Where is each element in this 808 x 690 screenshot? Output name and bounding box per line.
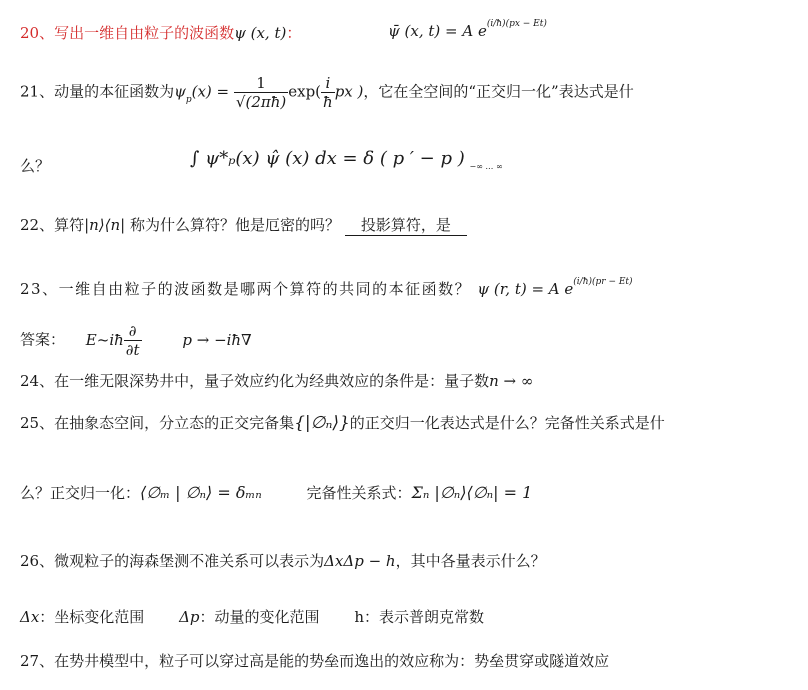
q20-line [20, 22, 301, 43]
q25b-ortho: ⟨∅ₘ | ∅ₙ⟩ = δₘₙ [140, 483, 262, 502]
q26a-dx: Δx [20, 608, 40, 626]
q20-exponent: (i/ħ)(px − Et) [486, 19, 547, 29]
q23-exp: (i/ħ)(pr − Et) [573, 277, 633, 287]
q26-label: 26、微观粒子的海森堡测不准关系可以表示为 [20, 552, 325, 570]
q21-px: px ) [334, 82, 364, 101]
q22-answer: 投影算符，是 [345, 216, 467, 236]
q20-colon: ： [286, 24, 302, 42]
q27-line [20, 650, 609, 671]
q26a-line [20, 606, 484, 627]
q23a-frac: $\frac{\partial}{\partial t}$ [125, 322, 140, 359]
q25-text: 的正交归一化表达式是什么？完备性关系式是什 [349, 414, 665, 432]
q23a-line [20, 322, 252, 359]
q23a-label: 答案： [20, 330, 66, 349]
q22-operator: |n⟩⟨n| [84, 216, 126, 234]
q21-arg: (x) = [191, 82, 230, 101]
q24-label: 24、在一维无限深势井中，量子效应约化为经典效应的条件是：量子数 [20, 372, 490, 390]
q21-fraction: $\frac{1}{√(2\pi ħ)}$ [235, 74, 287, 111]
q26a-h: h：表示普朗克常数 [354, 608, 484, 626]
q25b-label: 么？正交归一化： [20, 484, 141, 502]
q21-ifrac: $\frac{i}{ħ}$ [323, 74, 333, 111]
q26a-dx-text: ：坐标变化范围 [39, 608, 145, 626]
q21b-answer [190, 148, 503, 169]
q21-line [20, 74, 634, 111]
q21-text: ，它在全空间的“正交归一化”表达式是什 [363, 82, 634, 101]
q21-label: 21、动量的本征函数为 [20, 82, 175, 101]
q25-line [20, 412, 665, 433]
q27-label: 27、在势井模型中，粒子可以穿过高是能的势垒而逸出的效应称为：势垒贯穿或隧道效应 [20, 652, 610, 670]
q21-psi: ψ [174, 82, 186, 101]
q23-line [20, 278, 633, 299]
q21b-limits: −∞ … ∞ [469, 162, 503, 171]
q23-psi: ψ (r, t) = A e [477, 280, 574, 298]
q25-label: 25、在抽象态空间，分立态的正交完备集 [20, 414, 295, 432]
q21-sub: p [185, 94, 192, 105]
q22-text: 称为什么算符？他是厄密的吗？ [130, 216, 341, 234]
q26-line [20, 550, 546, 571]
q23a-e: E~iħ [85, 330, 124, 349]
q21b-label: 么？ [20, 157, 51, 175]
q26a-dp-text: ：动量的变化范围 [199, 608, 320, 626]
q21-exp: exp( [288, 82, 322, 101]
q20-psi: ψ (x, t) [234, 24, 287, 42]
q24-answer: n → ∞ [489, 372, 534, 390]
q22-label: 22、算符 [20, 216, 85, 234]
q24-line [20, 370, 533, 391]
q23a-p: p → −iħ∇ [182, 330, 252, 349]
q25b-comp-label: 完备性关系式： [306, 484, 412, 502]
q26-relation: ΔxΔp − h [324, 552, 396, 570]
q25b-comp: Σₙ |∅ₙ⟩⟨∅ₙ| = 1 [411, 483, 533, 502]
q26-text: ，其中各量表示什么？ [395, 552, 546, 570]
q20-label: 20、写出一维自由粒子的波函数 [20, 24, 235, 42]
q21b-line [20, 155, 50, 176]
q23-label: 23、一维自由粒子的波函数是哪两个算符的共同的本征函数？ [20, 280, 472, 298]
q25b-line [20, 482, 532, 503]
q20-answer [388, 19, 547, 40]
q25-set: {|∅ₙ⟩} [294, 413, 350, 433]
q20-answer-expr: ψ̄ (x, t) = A e [388, 22, 487, 40]
q26a-dp: Δp [179, 608, 200, 626]
q21b-integral: ∫ ψ*ₚ(x) ψ̂ (x) dx = δ ( p ′ − p ) [190, 148, 465, 169]
q22-line [20, 214, 467, 235]
